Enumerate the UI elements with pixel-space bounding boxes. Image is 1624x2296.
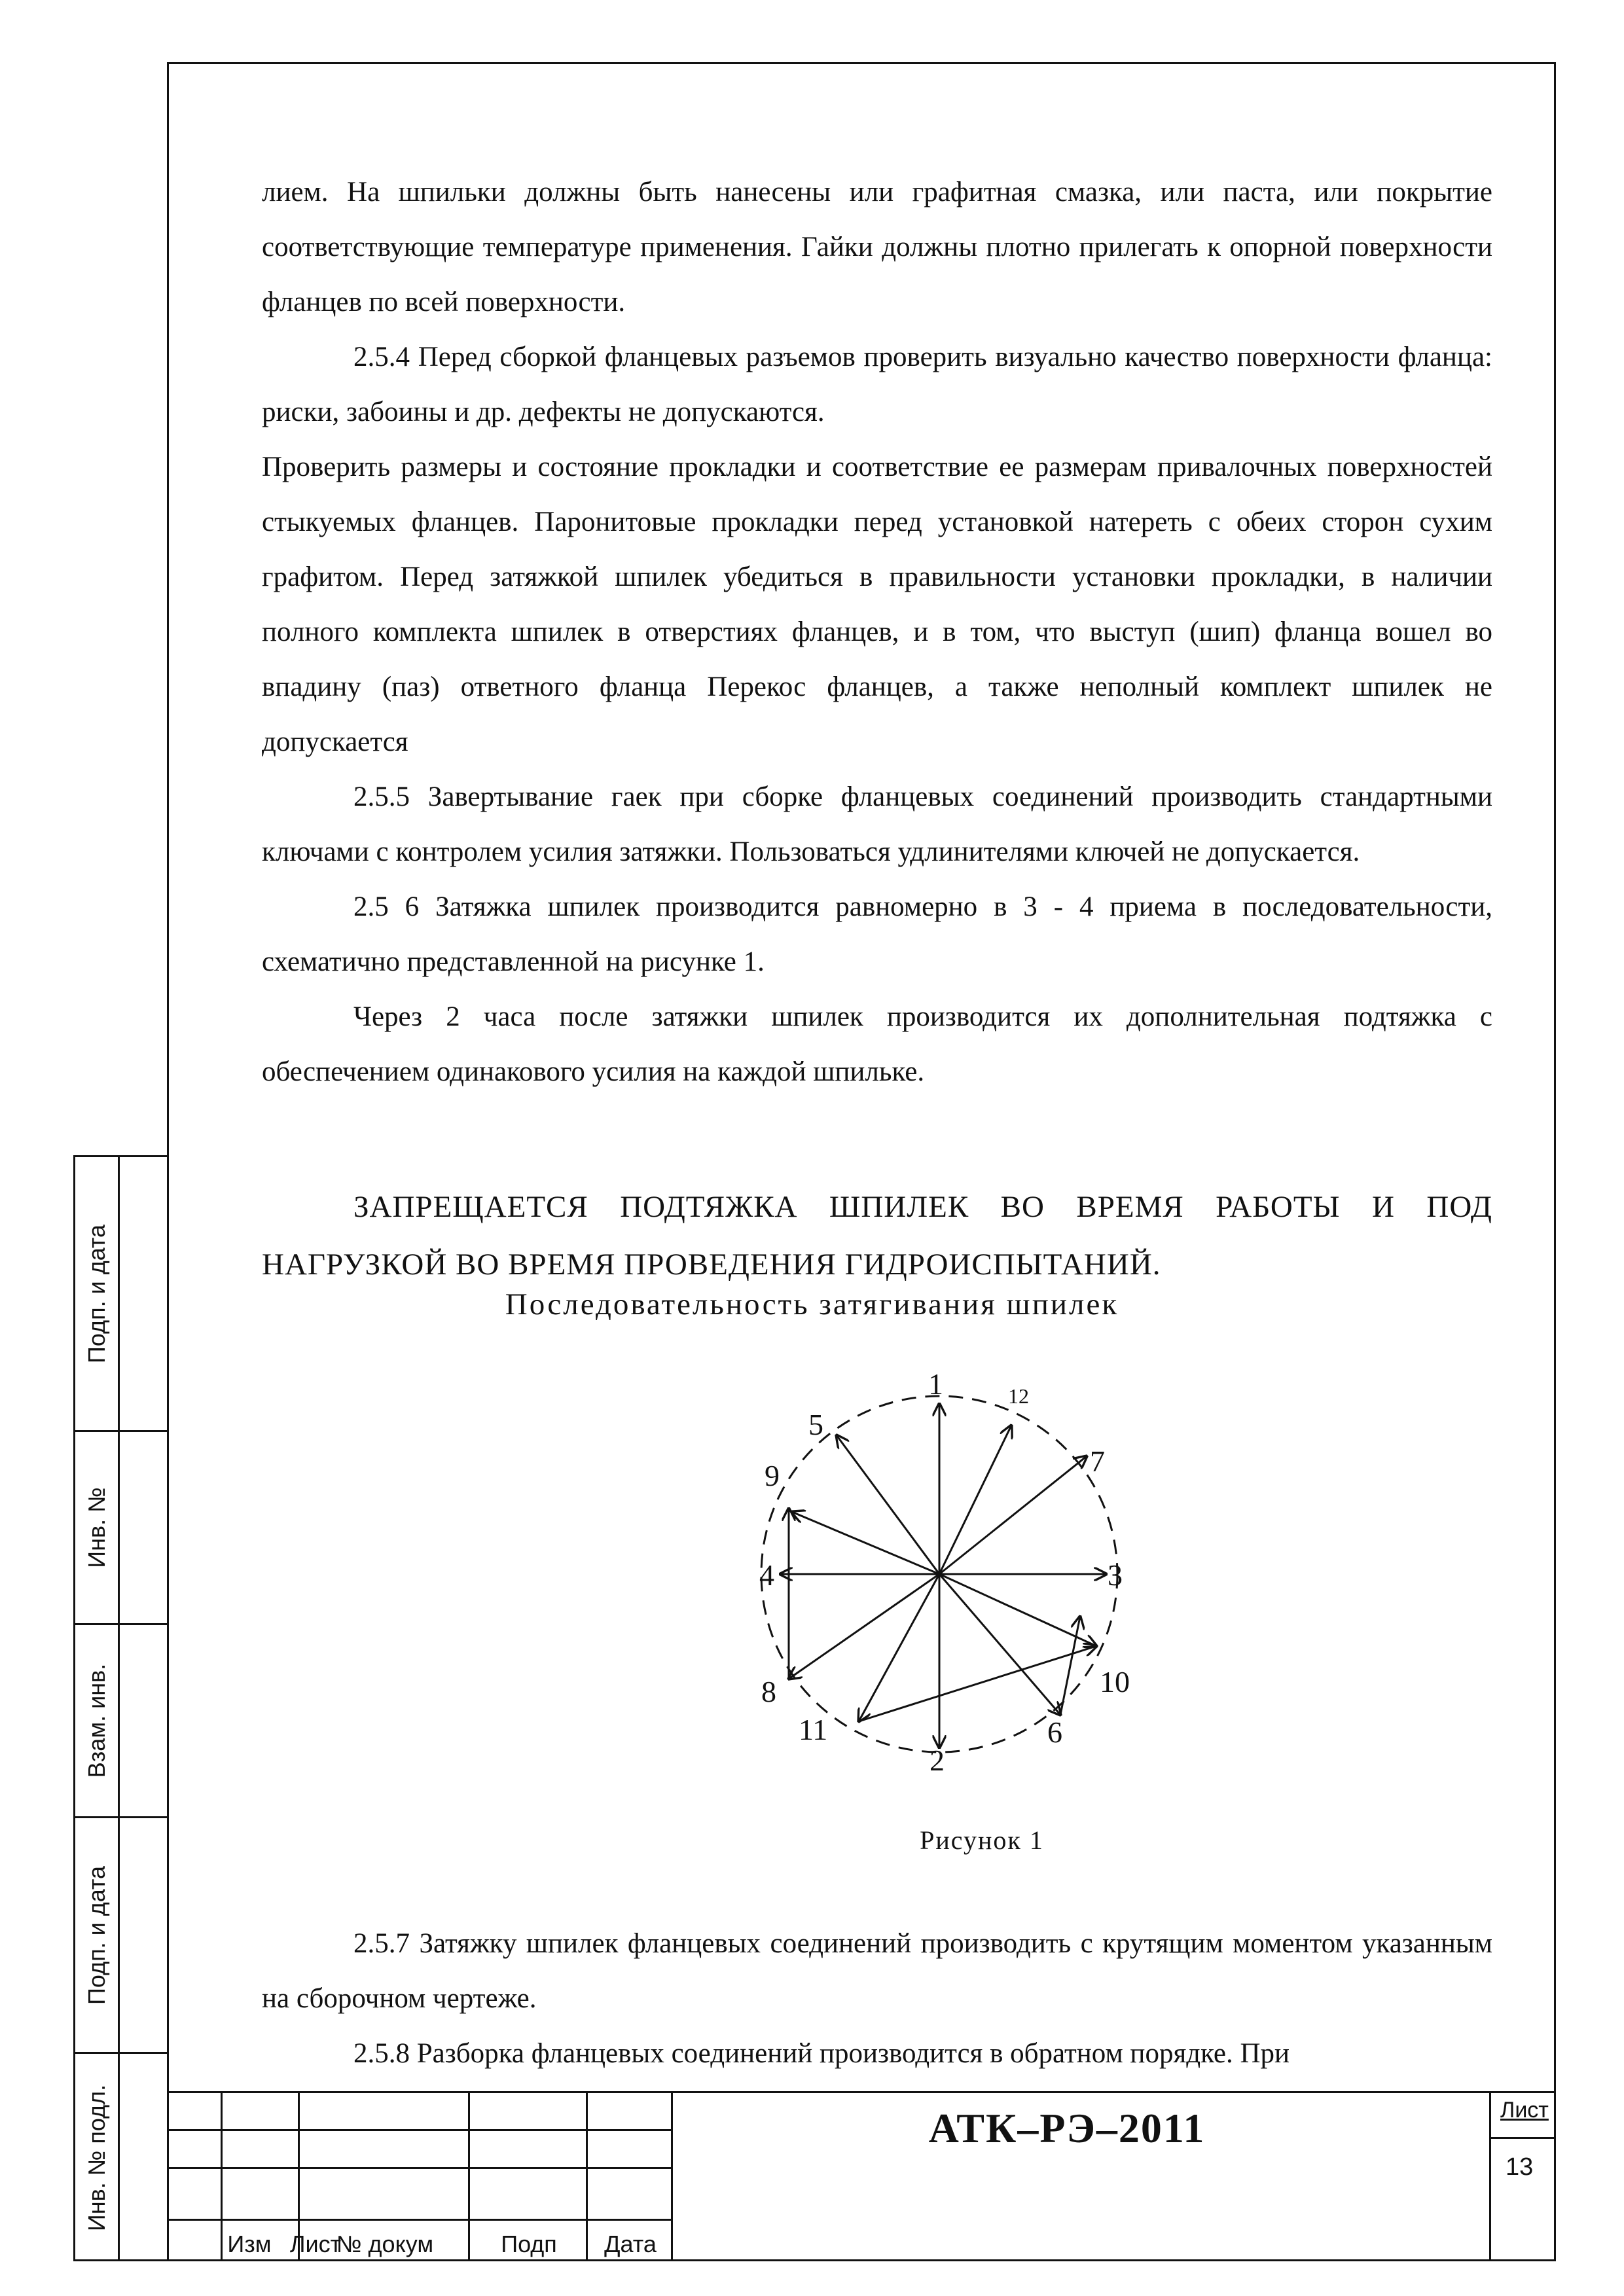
bolt-label-3: 3 (1108, 1558, 1123, 1592)
paragraph-6: Через 2 часа после затяжки шпилек производится их дополнительная подтяжка с обеспечением одинакового усилия на каждой шпильке. (262, 1001, 1492, 1087)
side-cell-replacement-inv (75, 1625, 169, 1818)
side-cell-signature-date-2 (75, 1818, 169, 2054)
bolt-label-11: 11 (799, 1713, 828, 1746)
column-sheet: Лист (289, 2231, 342, 2257)
side-cell-original-inv (75, 2054, 169, 2261)
text-block-bottom (262, 1916, 1492, 2081)
paragraph-1: лием. На шпильки должны быть нанесены или графитная смазка, или паста, или покрытие соответствующие температуре применения. Гайки должны плотно прилегать к опорной поверхности фланцев по всей поверхности. (262, 177, 1492, 317)
bolt-label-4: 4 (759, 1558, 774, 1592)
arrows-from-center (780, 1404, 1106, 1748)
sheet-label: Лист (1500, 2098, 1549, 2123)
side-label: Подп. и дата (82, 1865, 110, 2005)
paragraph-2-5-4: 2.5.4 Перед сборкой фланцевых разъемов проверить визуально качество поверхности фланца: риски, забоины и др. дефекты не допускаются. (262, 342, 1492, 427)
bolt-tightening-diagram (707, 1361, 1130, 1777)
paragraph-2-5-5: 2.5.5 Завертывание гаек при сборке фланцевых соединений производить стандартными ключами с контролем усилия затяжки. Пользоваться удлинителями ключей не допускается. (262, 781, 1492, 867)
side-label: Взам. инв. (82, 1663, 110, 1778)
column-date: Дата (604, 2231, 657, 2257)
bolt-label-8: 8 (761, 1675, 776, 1708)
bolt-label-5: 5 (808, 1408, 823, 1441)
paragraph-2-5-7: 2.5.7 Затяжку шпилек фланцевых соединений производить с крутящим моментом указанным на сборочном чертеже. (262, 1928, 1492, 2014)
document-code: АТК–РЭ–2011 (928, 2105, 1206, 2151)
side-cell-inv-no (75, 1432, 169, 1625)
paragraph-2-5-8: 2.5.8 Разборка фланцевых соединений производится в обратном порядке. При (353, 2038, 1290, 2069)
sheet-number: 13 (1506, 2153, 1534, 2181)
bolt-label-7: 7 (1090, 1444, 1105, 1478)
figure-caption: Рисунок 1 (920, 1825, 1044, 1855)
column-signature: Подп (501, 2231, 557, 2257)
paragraph-2-5-6: 2.5 6 Затяжка шпилек производится равномерно в 3 - 4 приема в последовательности, схематично представленной на рисунке 1. (262, 891, 1492, 977)
bolt-label-2: 2 (929, 1744, 945, 1777)
figure-title: Последовательность затягивания шпилек (505, 1287, 1119, 1321)
bolt-label-10: 10 (1100, 1665, 1130, 1698)
bolt-label-12: 12 (1008, 1384, 1029, 1408)
side-label: Инв. № (82, 1487, 110, 1568)
side-label: Подп. и дата (82, 1224, 110, 1363)
column-change: Изм (227, 2231, 272, 2257)
column-doc-number: № докум (336, 2231, 434, 2257)
bolt-label-1: 1 (928, 1367, 943, 1401)
bolt-label-9: 9 (765, 1459, 780, 1492)
paragraph-3: Проверить размеры и состояние прокладки и соответствие ее размерам привалочных поверхностей стыкуемых фланцев. Паронитовые прокладки перед установкой натереть с обеих сторон сухим графитом. Перед затяжкой шпилек убедиться в правильности установки прокладки, в наличии полного комплекта шпилек в отверстиях фланцев, и в том, что выступ (шип) фланца вошел во впадину (паз) ответного фланца Перекос фланцев, а также неполный комплект шпилек не допускается (262, 452, 1492, 757)
warning-text: ЗАПРЕЩАЕТСЯ ПОДТЯЖКА ШПИЛЕК ВО ВРЕМЯ РАБОТЫ И ПОД НАГРУЗКОЙ ВО ВРЕМЯ ПРОВЕДЕНИЯ ГИДРОИСПЫТАНИЙ. (262, 1190, 1492, 1282)
sequence-arrows (789, 1509, 1096, 1721)
text-block-top (262, 165, 1492, 1100)
side-label: Инв. № подл. (82, 2084, 110, 2231)
bolt-label-6: 6 (1047, 1715, 1062, 1749)
